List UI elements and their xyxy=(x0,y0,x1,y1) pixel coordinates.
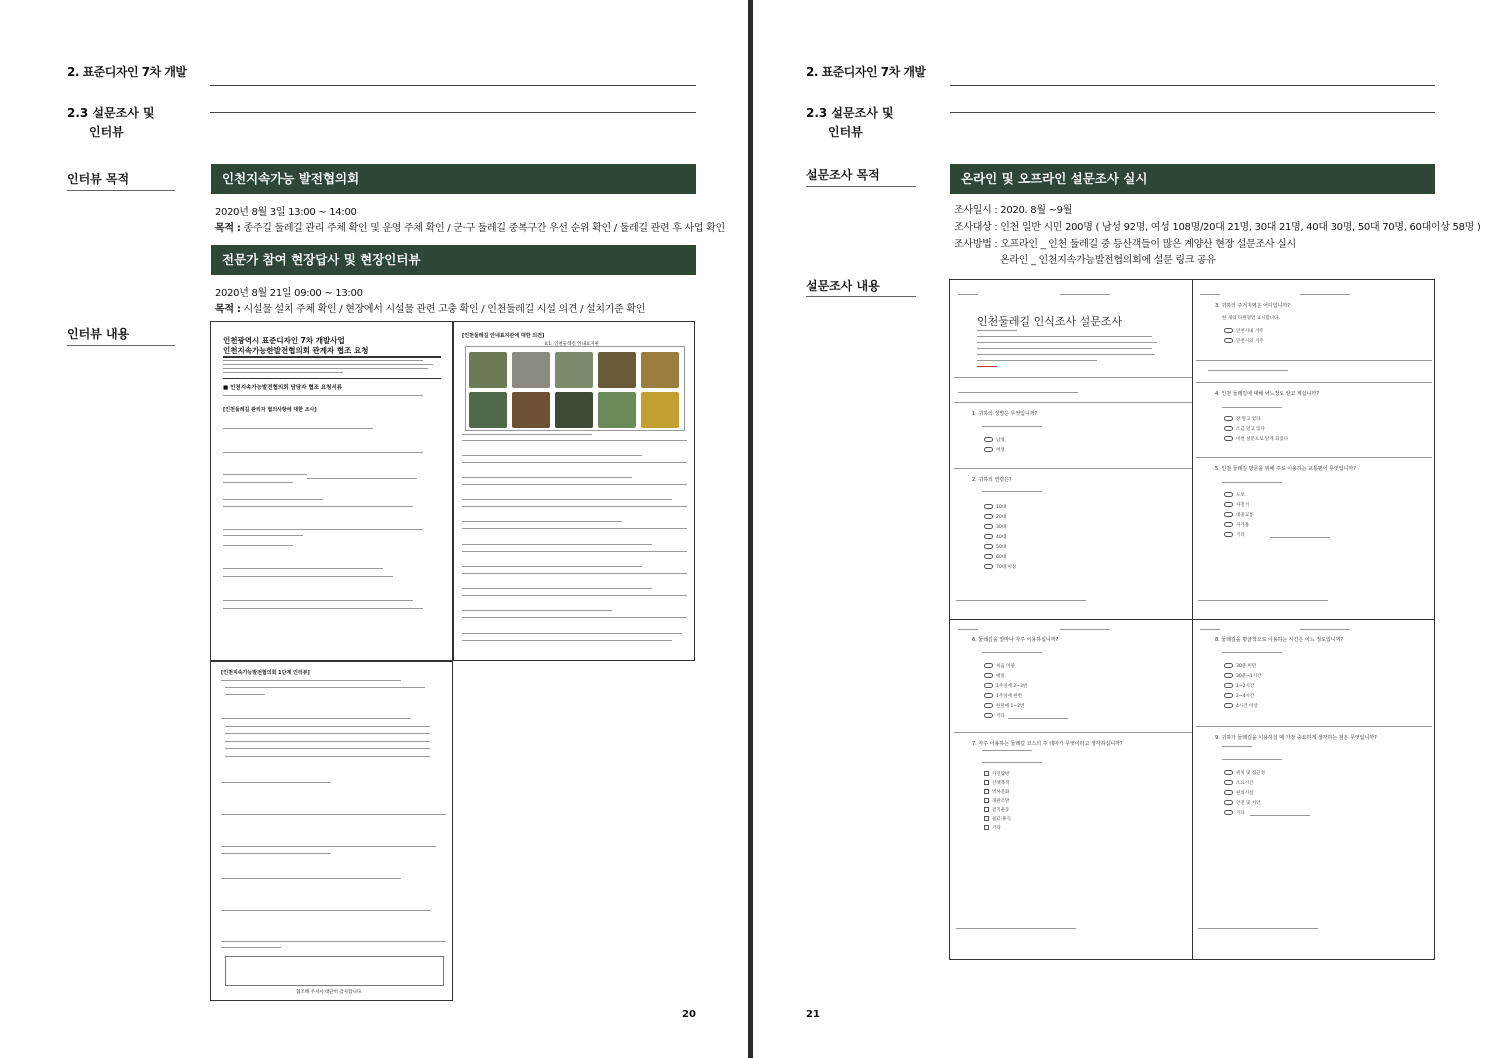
survey-form-title: 인천둘레길 인식조사 설문조사 xyxy=(977,315,1123,328)
label-rule xyxy=(67,345,175,346)
doc3-header: [인천지속가능발전협의회 1단계 인터뷰] xyxy=(221,670,310,676)
q9-option-radio[interactable] xyxy=(1224,790,1233,795)
q8-option-label: 30분 미만 xyxy=(1236,664,1257,669)
doc2-header: [인천둘레길 안내표지판에 대한 의견] xyxy=(462,333,545,339)
survey-method: 조사방법 : 오프라인 _ 인천 둘레길 중 등산객들이 많은 계양산 현장 설문조사 실시 xyxy=(954,239,1296,250)
q2-option-radio[interactable] xyxy=(984,554,993,559)
label-rule xyxy=(67,190,175,191)
doc1-section: ■ 인천지속가능발전협의회 담당자 협조 요청서류 xyxy=(223,385,343,391)
survey-date: 조사일시 : 2020. 8월 ~9월 xyxy=(954,205,1073,216)
sign-photo xyxy=(641,392,679,428)
q2-option-label: 50대 xyxy=(996,545,1007,550)
q1-option-label: 남성 xyxy=(996,438,1005,443)
q7-option-checkbox[interactable] xyxy=(984,807,989,812)
q2-option-radio[interactable] xyxy=(984,524,993,529)
q5-option-radio[interactable] xyxy=(1224,502,1233,507)
q6-option-radio[interactable] xyxy=(984,663,993,668)
q8-option-label: 4시간 이상 xyxy=(1236,704,1258,709)
q6-text: 6. 둘레길을 얼마나 자주 이용하십니까? xyxy=(972,637,1059,643)
block2-bar: 전문가 참여 현장답사 및 현장인터뷰 xyxy=(211,245,696,275)
q1-text: 1. 귀하의 성별은 무엇입니까? xyxy=(972,411,1038,417)
survey-target: 조사대상 : 인천 일반 시민 200명 ( 남성 92명, 여성 108명/20대 21명, 30대 21명, 40대 30명, 50대 70명, 60대이상 58명 ) xyxy=(954,222,1481,233)
sign-photo xyxy=(598,392,636,428)
sign-photo xyxy=(469,392,507,428)
q7-text: 7. 자주 이용하는 둘레길 코스의 주 테마가 무엇이라고 생각하십니까? xyxy=(972,741,1123,747)
q9-option-radio[interactable] xyxy=(1224,800,1233,805)
q9-option-radio[interactable] xyxy=(1224,810,1233,815)
doc3-closing: 협조해 주셔서 대단히 감사합니다. xyxy=(296,990,363,995)
q9-option-label: 기타 xyxy=(1236,811,1245,816)
survey-content-label: 설문조사 내용 xyxy=(806,279,880,293)
q7-option-label: 걷기운동 xyxy=(992,808,1010,813)
q3-option-label: 인천시외 거주 xyxy=(1236,339,1264,344)
q6-option-label: 기타 xyxy=(996,714,1005,719)
photo-grid xyxy=(465,346,685,431)
section-rule xyxy=(950,85,1435,86)
q2-option-radio[interactable] xyxy=(984,514,993,519)
q2-option-label: 20대 xyxy=(996,515,1007,520)
q3-option-label: 인천시내 거주 xyxy=(1236,329,1264,334)
survey-purpose-label: 설문조사 목적 xyxy=(806,168,880,182)
q6-option-label: 처음 이용 xyxy=(996,664,1015,669)
block1-purpose: 목적 : 종주길 둘레길 관리 주체 확인 및 운영 주체 확인 / 군·구 둘레길 중복구간 우선 순위 확인 / 둘레길 관련 후 사업 확인 xyxy=(215,223,725,234)
block2-date: 2020년 8월 21일 09:00 ~ 13:00 xyxy=(215,288,363,299)
doc1-subtitle: 인천지속가능한발전협의회 관계자 협조 요청 xyxy=(223,346,369,355)
sign-photo xyxy=(555,352,593,388)
q8-option-label: 1~2시간 xyxy=(1236,684,1255,689)
sign-photo xyxy=(469,352,507,388)
q4-option-label: 조금 알고 있다 xyxy=(1236,427,1265,432)
q6-option-label: 1주일에 2~3번 xyxy=(996,684,1028,689)
q7-option-checkbox[interactable] xyxy=(984,789,989,794)
survey-form-grid xyxy=(949,279,1435,960)
block1-bar: 인천지속가능 발전협의회 xyxy=(211,164,696,194)
q4-option-radio[interactable] xyxy=(1224,426,1233,431)
doc1-section: [인천둘레길 관리자 협의사항에 대한 조사] xyxy=(223,407,317,413)
q2-option-label: 30대 xyxy=(996,525,1007,530)
answer-box xyxy=(225,956,444,986)
sub-title: 2.3 설문조사 및 인터뷰 xyxy=(67,106,155,139)
left-page xyxy=(0,0,748,1058)
section-title: 2. 표준디자인 7차 개발 xyxy=(806,65,926,79)
q5-option-label: 기타 xyxy=(1236,533,1245,538)
q7-option-checkbox[interactable] xyxy=(984,780,989,785)
q3-option-radio[interactable] xyxy=(1224,338,1233,343)
page-number: 20 xyxy=(682,1009,696,1020)
q7-option-label: 쉼터·휴식 xyxy=(992,817,1011,822)
doc1-rule xyxy=(223,356,441,358)
label-rule xyxy=(806,186,916,187)
q2-option-radio[interactable] xyxy=(984,534,993,539)
q8-option-radio[interactable] xyxy=(1224,663,1233,668)
q6-option-label: 매일 xyxy=(996,674,1005,679)
q7-option-checkbox[interactable] xyxy=(984,798,989,803)
q4-option-label: 이번 설문으로 알게 되었다 xyxy=(1236,437,1289,442)
q5-option-radio[interactable] xyxy=(1224,522,1233,527)
sign-photo xyxy=(555,392,593,428)
q3-text: 3. 귀하의 주거지역은 어디입니까? xyxy=(1215,303,1290,309)
q5-option-label: 대중교통 xyxy=(1236,513,1254,518)
sub-title: 2.3 설문조사 및 인터뷰 xyxy=(806,106,894,139)
q6-option-label: 1주일에 한번 xyxy=(996,694,1023,699)
q3-helper: 한 개의 타원형만 표시합니다. xyxy=(1222,316,1280,321)
survey-method-online: 온라인 _ 인천지속가능발전협의회에 설문 링크 공유 xyxy=(1000,255,1216,266)
q5-text: 5. 인천 둘레길 방문을 위해 주로 이용하는 교통편이 무엇입니까? xyxy=(1215,466,1356,472)
block2-purpose: 목적 : 시설물 설치 주체 확인 / 현장에서 시설물 관련 고충 확인 / 인천둘레길 시설 의견 / 설치기준 확인 xyxy=(215,304,646,315)
q6-option-radio[interactable] xyxy=(984,693,993,698)
q8-option-label: 30분~1시간 xyxy=(1236,674,1262,679)
q7-option-checkbox[interactable] xyxy=(984,825,989,830)
q8-option-radio[interactable] xyxy=(1224,683,1233,688)
q4-text: 4. 인천 둘레길에 대해 어느정도 알고 계십니까? xyxy=(1215,391,1319,397)
section-rule xyxy=(210,85,696,86)
q2-option-radio[interactable] xyxy=(984,544,993,549)
q7-option-label: 자연탐방 xyxy=(992,772,1010,777)
sign-photo xyxy=(641,352,679,388)
sub-rule xyxy=(950,112,1435,113)
interview-content-label: 인터뷰 내용 xyxy=(67,327,130,341)
q8-option-radio[interactable] xyxy=(1224,693,1233,698)
q4-option-label: 잘 알고 있다 xyxy=(1236,417,1261,422)
survey-bar: 온라인 및 오프라인 설문조사 실시 xyxy=(950,164,1435,194)
q7-option-label: 기타 xyxy=(992,826,1001,831)
q2-option-label: 60대 xyxy=(996,555,1007,560)
q9-option-radio[interactable] xyxy=(1224,770,1233,775)
q5-option-radio[interactable] xyxy=(1224,532,1233,537)
page-number: 21 xyxy=(806,1009,820,1020)
q4-option-radio[interactable] xyxy=(1224,416,1233,421)
q5-option-label: 자전거 xyxy=(1236,503,1250,508)
sub-rule xyxy=(210,112,696,113)
q3-option-radio[interactable] xyxy=(1224,328,1233,333)
q7-option-label: 경관조망 xyxy=(992,799,1010,804)
q2-text: 2. 귀하의 연령은? xyxy=(972,477,1012,483)
doc-request-letter xyxy=(210,321,453,661)
q9-option-radio[interactable] xyxy=(1224,780,1233,785)
q8-option-label: 2~4시간 xyxy=(1236,694,1255,699)
q1-option-radio[interactable] xyxy=(984,437,993,442)
q6-option-radio[interactable] xyxy=(984,703,993,708)
q7-option-checkbox[interactable] xyxy=(984,816,989,821)
q5-option-label: 자가용 xyxy=(1236,523,1250,528)
q7-option-checkbox[interactable] xyxy=(984,771,989,776)
q6-option-radio[interactable] xyxy=(984,713,993,718)
doc2-caption: 표1. 인천둘레길 안내표지판 xyxy=(544,342,599,347)
q5-option-radio[interactable] xyxy=(1224,492,1233,497)
block1-date: 2020년 8월 3일 13:00 ~ 14:00 xyxy=(215,207,357,218)
q6-option-radio[interactable] xyxy=(984,673,993,678)
q2-option-label: 10대 xyxy=(996,505,1007,510)
doc-interview-form xyxy=(210,661,453,1001)
sign-photo xyxy=(512,392,550,428)
q1-option-radio[interactable] xyxy=(984,447,993,452)
q4-option-radio[interactable] xyxy=(1224,436,1233,441)
q8-option-radio[interactable] xyxy=(1224,703,1233,708)
q2-option-radio[interactable] xyxy=(984,564,993,569)
q2-option-radio[interactable] xyxy=(984,504,993,509)
label-rule xyxy=(806,296,916,297)
q9-option-label: 편의시설 xyxy=(1236,791,1254,796)
q6-option-label: 한달에 1~2번 xyxy=(996,704,1025,709)
right-page xyxy=(753,0,1503,1058)
q5-option-radio[interactable] xyxy=(1224,512,1233,517)
doc-signage-opinion xyxy=(453,321,695,661)
q7-option-label: 역사문화 xyxy=(992,790,1010,795)
doc1-title: 인천광역시 표준디자인 7차 개발사업 xyxy=(223,336,345,345)
q9-option-label: 소요시간 xyxy=(1236,781,1254,786)
q6-option-radio[interactable] xyxy=(984,683,993,688)
q2-option-label: 70대 이상 xyxy=(996,565,1017,570)
sign-photo xyxy=(598,352,636,388)
q9-text: 9. 귀하가 둘레길을 이용하실 때 가장 중요하게 생각하는 점은 무엇입니까? xyxy=(1215,735,1377,741)
sign-photo xyxy=(512,352,550,388)
q9-option-label: 위치 및 접근성 xyxy=(1236,771,1265,776)
interview-purpose-label: 인터뷰 목적 xyxy=(67,172,130,186)
section-title: 2. 표준디자인 7차 개발 xyxy=(67,65,187,79)
q5-option-label: 도보 xyxy=(1236,493,1245,498)
q7-option-label: 산책목적 xyxy=(992,781,1010,786)
q8-text: 8. 둘레길을 평균적으로 이용하는 시간은 어느 정도입니까? xyxy=(1215,637,1344,643)
q9-option-label: 안전 및 치안 xyxy=(1236,801,1261,806)
q2-option-label: 40대 xyxy=(996,535,1007,540)
q8-option-radio[interactable] xyxy=(1224,673,1233,678)
q1-option-label: 여성 xyxy=(996,448,1005,453)
